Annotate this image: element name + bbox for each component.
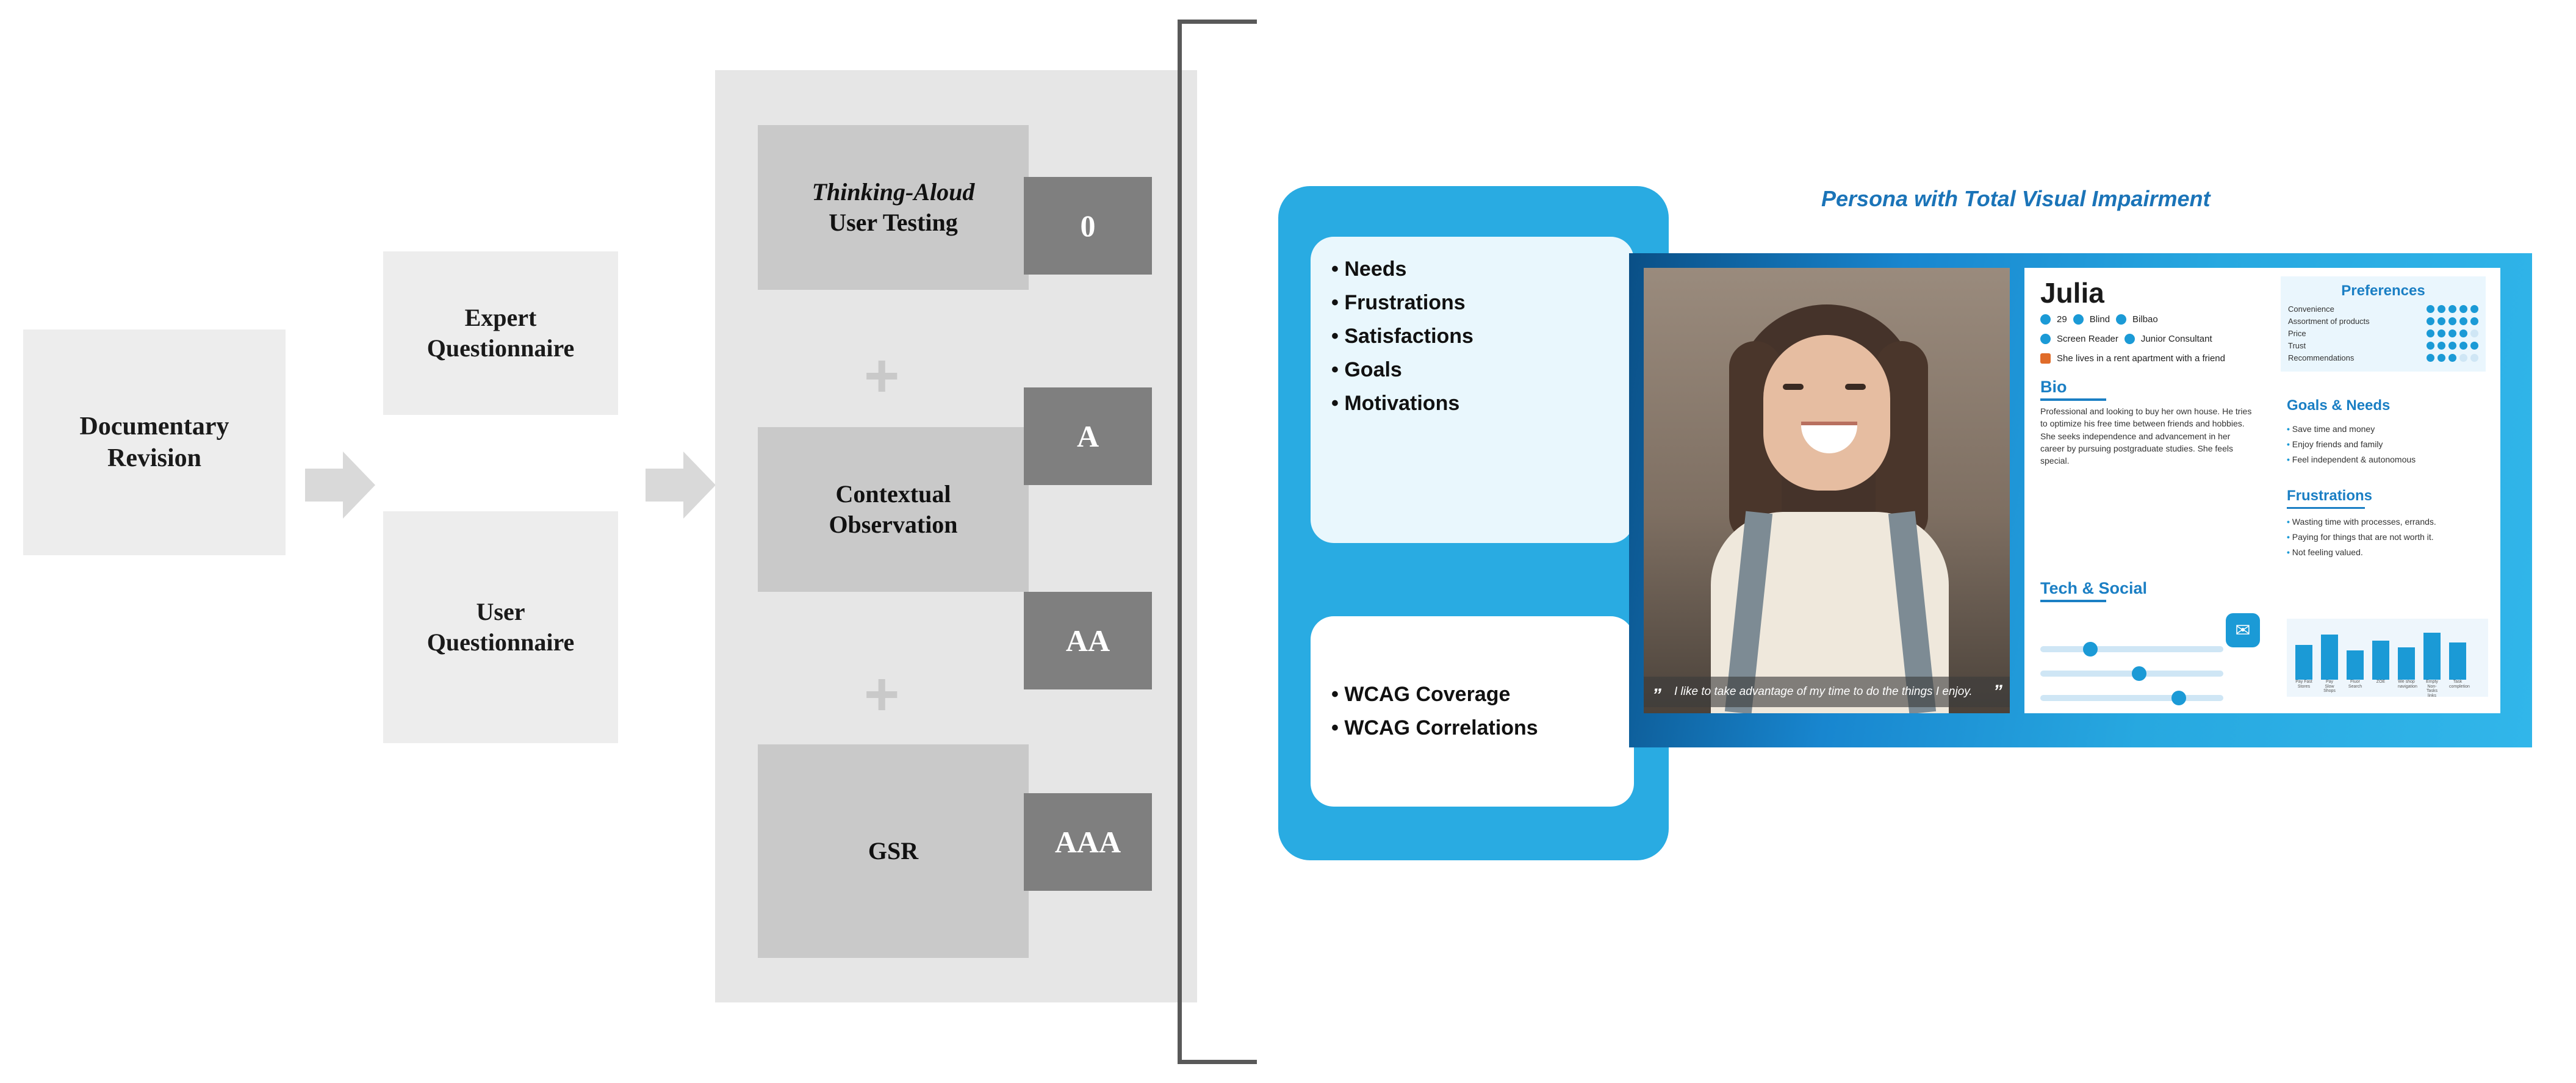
bio-text: Professional and looking to buy her own house. He tries to optimize his free time between friends and hobbies. She seeks independence and advancement in her career by pursuing postgraduate studies. She feels special.: [2040, 406, 2252, 466]
persona-title: Persona with Total Visual Impairment: [1821, 186, 2211, 211]
screen-reader-icon: [2040, 334, 2051, 344]
gsr-label: GSR: [868, 837, 919, 865]
goal-item: • Feel independent & autonomous: [2287, 452, 2488, 467]
bullet-wcag-coverage: • WCAG Coverage: [1331, 682, 1511, 706]
chart-label: Pay Slow Shops: [2323, 680, 2336, 694]
frustration-item: • Paying for things that are not worth it.: [2287, 530, 2488, 545]
preference-label: Price: [2288, 329, 2306, 338]
goals-list: [2287, 422, 2488, 468]
chart-bar: [2347, 650, 2364, 680]
bio-heading: Bio: [2040, 378, 2106, 401]
eye-icon: [2073, 314, 2084, 325]
level-badge-aaa: [1024, 793, 1152, 891]
quote-open-icon: ”: [1652, 685, 1661, 706]
level-badge-0: [1024, 177, 1152, 275]
stage-documentary-revision: [23, 329, 286, 555]
chart-bar: [2321, 635, 2338, 680]
preference-row: [2288, 341, 2478, 350]
preference-pips: [2427, 329, 2478, 337]
bullet-needs: • Needs: [1331, 257, 1407, 281]
persona-living-situation: She lives in a rent apartment with a friend: [2057, 353, 2225, 364]
preferences-box: [2281, 276, 2486, 372]
persona-meta-row-3: [2040, 353, 2225, 364]
persona-job: Junior Consultant: [2140, 334, 2212, 344]
preference-row: [2288, 304, 2478, 314]
persona-quote-text: I like to take advantage of my time to do the things I enjoy.: [1674, 685, 1973, 699]
tech-slider-knob-3[interactable]: [2171, 691, 2186, 705]
thinking-aloud-line1: Thinking-Aloud: [811, 178, 975, 206]
person-icon: [2040, 314, 2051, 325]
location-pin-icon: [2116, 314, 2126, 325]
chart-label: Task completion: [2449, 680, 2470, 689]
arrow-1-icon: [305, 452, 375, 519]
tech-social-heading: Tech & Social: [2040, 579, 2147, 602]
portrait-eye-left: [1783, 384, 1804, 390]
goal-item: • Save time and money: [2287, 422, 2488, 437]
method-thinking-aloud: [758, 125, 1029, 290]
preference-row: [2288, 329, 2478, 338]
thinking-aloud-line2: User Testing: [829, 209, 958, 236]
persona-poster: [1629, 253, 2532, 747]
contextual-observation-line2: Observation: [829, 511, 958, 538]
preference-label: Convenience: [2288, 304, 2334, 314]
grouping-bracket: [1178, 20, 1257, 1064]
chart-bar-labels: [2292, 680, 2483, 699]
goals-needs-heading: Goals & Needs: [2287, 397, 2391, 414]
persona-condition: Blind: [2089, 314, 2110, 325]
plus-sign-2: +: [864, 660, 900, 729]
portrait-face: [1763, 335, 1890, 491]
plus-sign-1: +: [864, 342, 900, 410]
preference-label: Assortment of products: [2288, 317, 2370, 326]
tech-slider-knob-2[interactable]: [2132, 666, 2146, 681]
arrow-2-icon: [646, 452, 716, 519]
stage-user-questionnaire: [383, 511, 618, 743]
level-aa-label: AA: [1065, 624, 1110, 658]
user-questionnaire-line2: Questionnaire: [426, 628, 575, 656]
frustrations-list: [2287, 514, 2488, 561]
contextual-observation-line1: Contextual: [835, 480, 951, 508]
briefcase-icon: [2124, 334, 2135, 344]
persona-bar-chart: [2287, 619, 2488, 697]
bullet-satisfactions: • Satisfactions: [1331, 325, 1473, 348]
quote-close-icon: ”: [1993, 682, 2002, 702]
preference-pips: [2427, 342, 2478, 350]
tech-slider-track-3: [2040, 695, 2223, 701]
chart-bar: [2372, 641, 2389, 680]
level-aaa-label: AAA: [1054, 825, 1121, 859]
preference-pips: [2427, 354, 2478, 362]
outputs-card-wcag: [1311, 616, 1634, 807]
frustration-item: • Wasting time with processes, errands.: [2287, 514, 2488, 530]
chart-bar: [2398, 647, 2415, 680]
documentary-revision-line1: Documentary: [79, 412, 229, 441]
persona-name: Julia: [2040, 277, 2104, 309]
chart-label: ZOE: [2376, 680, 2386, 684]
tech-slider-track-1: [2040, 646, 2223, 652]
preference-label: Trust: [2288, 341, 2306, 350]
chart-label: We shop navigation: [2398, 680, 2417, 689]
persona-photo: [1644, 268, 2010, 713]
level-a-label: A: [1076, 419, 1099, 453]
whatsapp-icon: ✉: [2226, 613, 2260, 647]
chart-label: Pay Fast Stores: [2295, 680, 2312, 689]
persona-assistive-tech: Screen Reader: [2057, 334, 2118, 344]
frustrations-heading: Frustrations: [2287, 488, 2373, 504]
preference-label: Recommendations: [2288, 353, 2355, 362]
preference-pips: [2427, 317, 2478, 325]
tech-slider-knob-1[interactable]: [2083, 642, 2098, 657]
bullet-goals: • Goals: [1331, 358, 1402, 382]
persona-meta-row-2: [2040, 334, 2212, 344]
bullet-motivations: • Motivations: [1331, 392, 1460, 416]
chart-bar: [2449, 642, 2466, 680]
chart-label: Fluor Search: [2348, 680, 2362, 689]
persona-age: 29: [2057, 314, 2067, 325]
chart-bar: [2423, 633, 2441, 680]
persona-quote-bar: [1644, 677, 2010, 707]
outputs-card-persona-aspects: [1311, 237, 1634, 543]
persona-info-sheet: [2024, 268, 2500, 713]
frustration-item: • Not feeling valued.: [2287, 545, 2488, 560]
level-0-label: 0: [1080, 209, 1096, 243]
preference-row: [2288, 317, 2478, 326]
frustrations-underline: [2287, 507, 2365, 509]
documentary-revision-line2: Revision: [107, 444, 201, 472]
preference-row: [2288, 353, 2478, 362]
goal-item: • Enjoy friends and family: [2287, 437, 2488, 452]
stage-expert-questionnaire: [383, 251, 618, 415]
preferences-heading: Preferences: [2341, 282, 2425, 299]
chart-bar: [2295, 645, 2312, 680]
level-badge-a: [1024, 387, 1152, 485]
chart-bars: [2292, 624, 2483, 680]
expert-questionnaire-line2: Questionnaire: [426, 334, 575, 362]
persona-meta-row-1: [2040, 314, 2158, 325]
method-gsr: [758, 744, 1029, 958]
chart-label: Empty Non-Tasks links: [2426, 680, 2438, 699]
portrait-eye-right: [1845, 384, 1866, 390]
persona-location: Bilbao: [2132, 314, 2158, 325]
bullet-wcag-correlations: • WCAG Correlations: [1331, 716, 1538, 739]
method-contextual-observation: [758, 427, 1029, 592]
bullet-frustrations: • Frustrations: [1331, 291, 1466, 315]
user-questionnaire-line1: User: [476, 598, 525, 625]
preference-pips: [2427, 305, 2478, 313]
home-icon: [2040, 353, 2051, 364]
expert-questionnaire-line1: Expert: [464, 304, 537, 331]
tech-slider-track-2: [2040, 671, 2223, 677]
level-badge-aa: [1024, 592, 1152, 689]
